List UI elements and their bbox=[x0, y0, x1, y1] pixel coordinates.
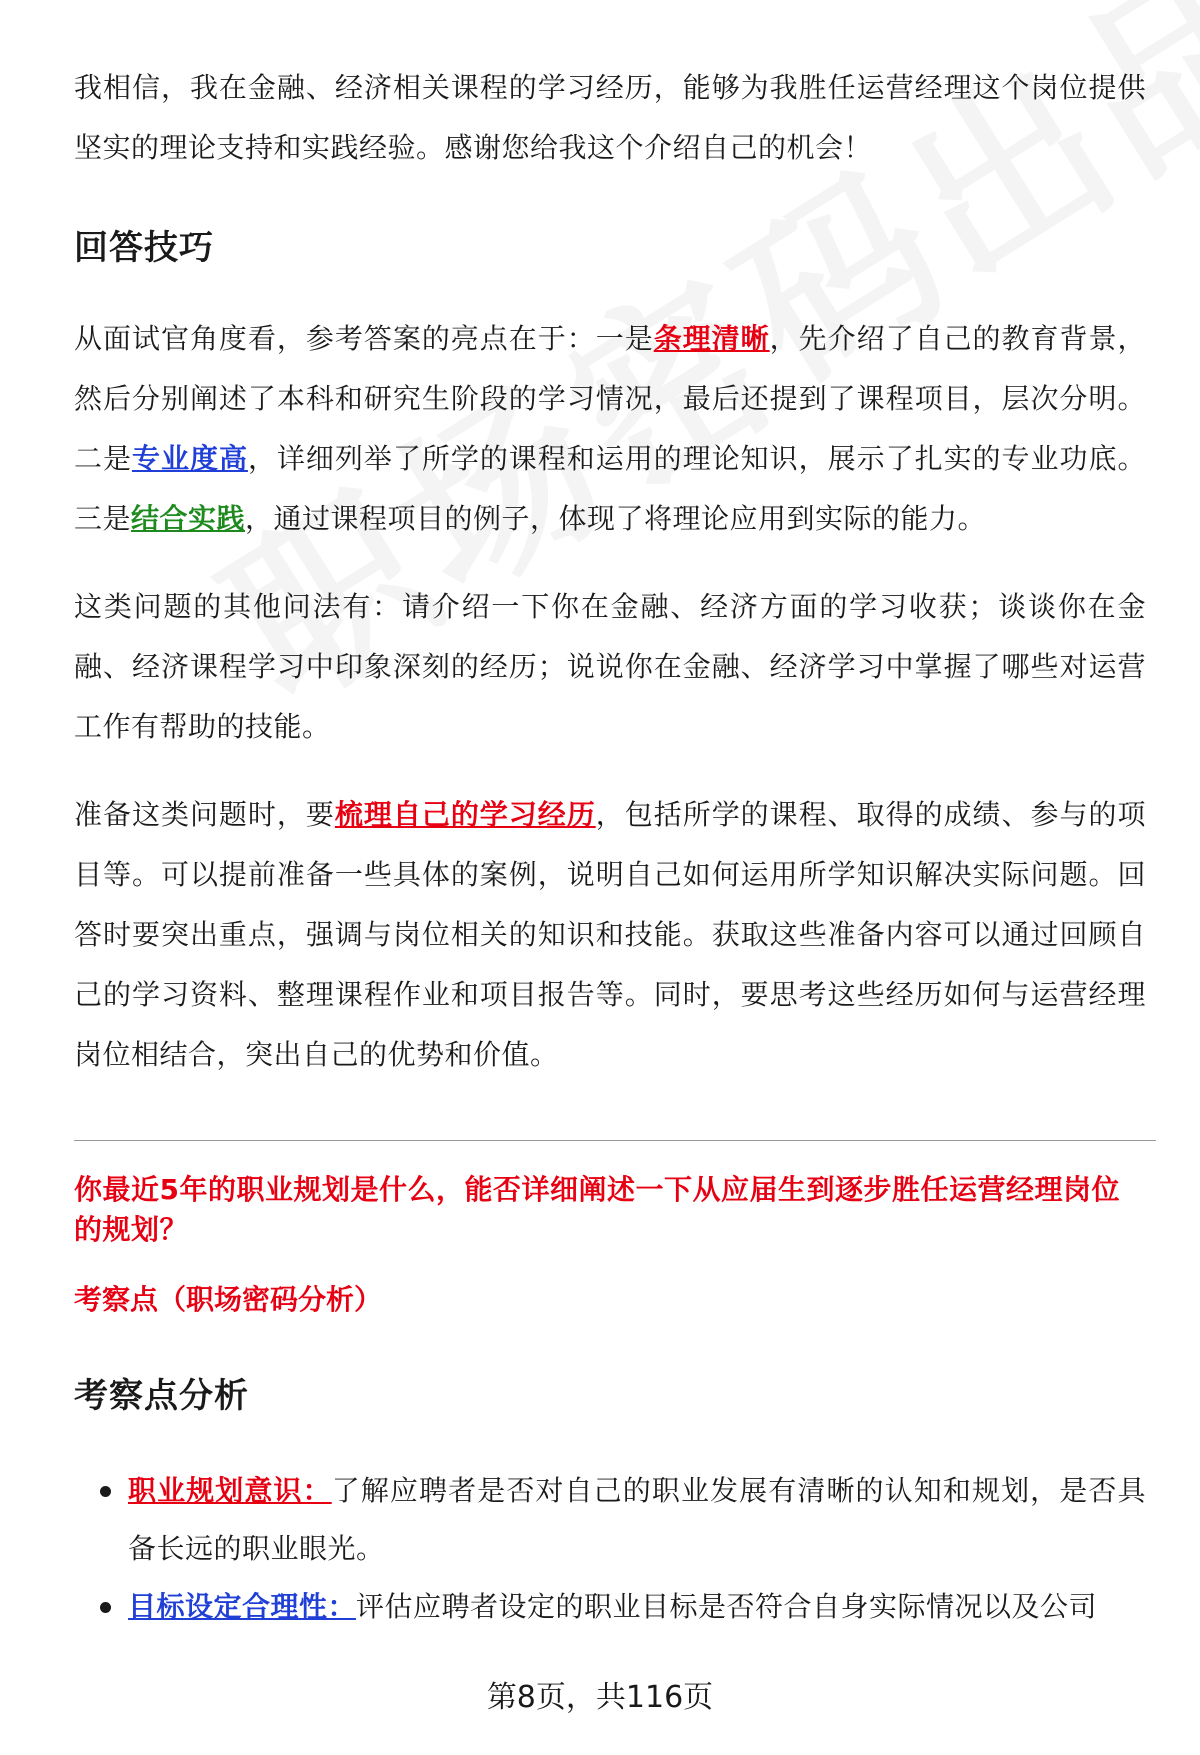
point-label: 目标设定合理性： bbox=[128, 1590, 357, 1623]
question-subtitle: 考察点（职场密码分析） bbox=[74, 1283, 383, 1316]
point-text: 评估应聘者设定的职业目标是否符合自身实际情况以及公司 bbox=[356, 1590, 1098, 1623]
document-body bbox=[74, 58, 1146, 1085]
question-title: 你最近5年的职业规划是什么，能否详细阐述一下从应届生到逐步胜任运营经理岗位的规划？ bbox=[74, 1173, 1120, 1246]
highlight-study-experience: 梳理自己的学习经历 bbox=[334, 798, 596, 831]
tips-p1-text-c: ，详细列举了所学的课程和运用的理论知识，展示了扎实的专业功底。三是 bbox=[74, 442, 1146, 535]
tips-heading: 回答技巧 bbox=[74, 228, 214, 268]
tips-paragraph-1 bbox=[74, 309, 1146, 549]
bullet-icon bbox=[100, 1486, 111, 1497]
tips-p3-text-a: 准备这类问题时，要 bbox=[74, 798, 335, 831]
tips-paragraph-2: 这类问题的其他问法有：请介绍一下你在金融、经济方面的学习收获；谈谈你在金融、经济课程学习中印象深刻的经历；说说你在金融、经济学习中掌握了哪些对运营工作有帮助的技能。 bbox=[74, 590, 1146, 743]
point-text: 了解应聘者是否对自己的职业发展有清晰的认知和规划，是否具备长远的职业眼光。 bbox=[128, 1474, 1146, 1565]
section-divider bbox=[74, 1140, 1156, 1141]
highlight-organized: 条理清晰 bbox=[653, 322, 770, 355]
analysis-list bbox=[74, 1462, 1146, 1636]
tips-p3-text-b: ，包括所学的课程、取得的成绩、参与的项目等。可以提前准备一些具体的案例，说明自己如何运用所学知识解决实际问题。回答时要突出重点，强调与岗位相关的知识和技能。获取这些准备内容可以通过回顾自己的学习资料、整理课程作业和项目报告等。同时，要思考这些经历如何与运营经理岗位相结合，突出自己的优势和价值。 bbox=[74, 798, 1146, 1071]
highlight-professional: 专业度高 bbox=[131, 442, 248, 475]
intro-paragraph: 我相信，我在金融、经济相关课程的学习经历，能够为我胜任运营经理这个岗位提供坚实的理论支持和实践经验。感谢您给我这个介绍自己的机会！ bbox=[74, 71, 1146, 164]
bullet-icon bbox=[100, 1602, 111, 1613]
analysis-heading: 考察点分析 bbox=[74, 1376, 249, 1416]
list-item bbox=[74, 1462, 1146, 1578]
tips-p1-text-a: 从面试官角度看，参考答案的亮点在于：一是 bbox=[74, 322, 654, 355]
tips-paragraph-3 bbox=[74, 785, 1146, 1085]
tips-p1-text-b: ，先介绍了自己的教育背景，然后分别阐述了本科和研究生阶段的学习情况，最后还提到了课程项目，层次分明。二是 bbox=[74, 322, 1146, 475]
page-number: 第8页，共116页 bbox=[486, 1680, 714, 1715]
tips-p1-text-d: ，通过课程项目的例子，体现了将理论应用到实际的能力。 bbox=[245, 502, 987, 535]
point-label: 职业规划意识： bbox=[128, 1474, 332, 1507]
list-item bbox=[74, 1578, 1146, 1636]
highlight-practice: 结合实践 bbox=[131, 502, 246, 535]
